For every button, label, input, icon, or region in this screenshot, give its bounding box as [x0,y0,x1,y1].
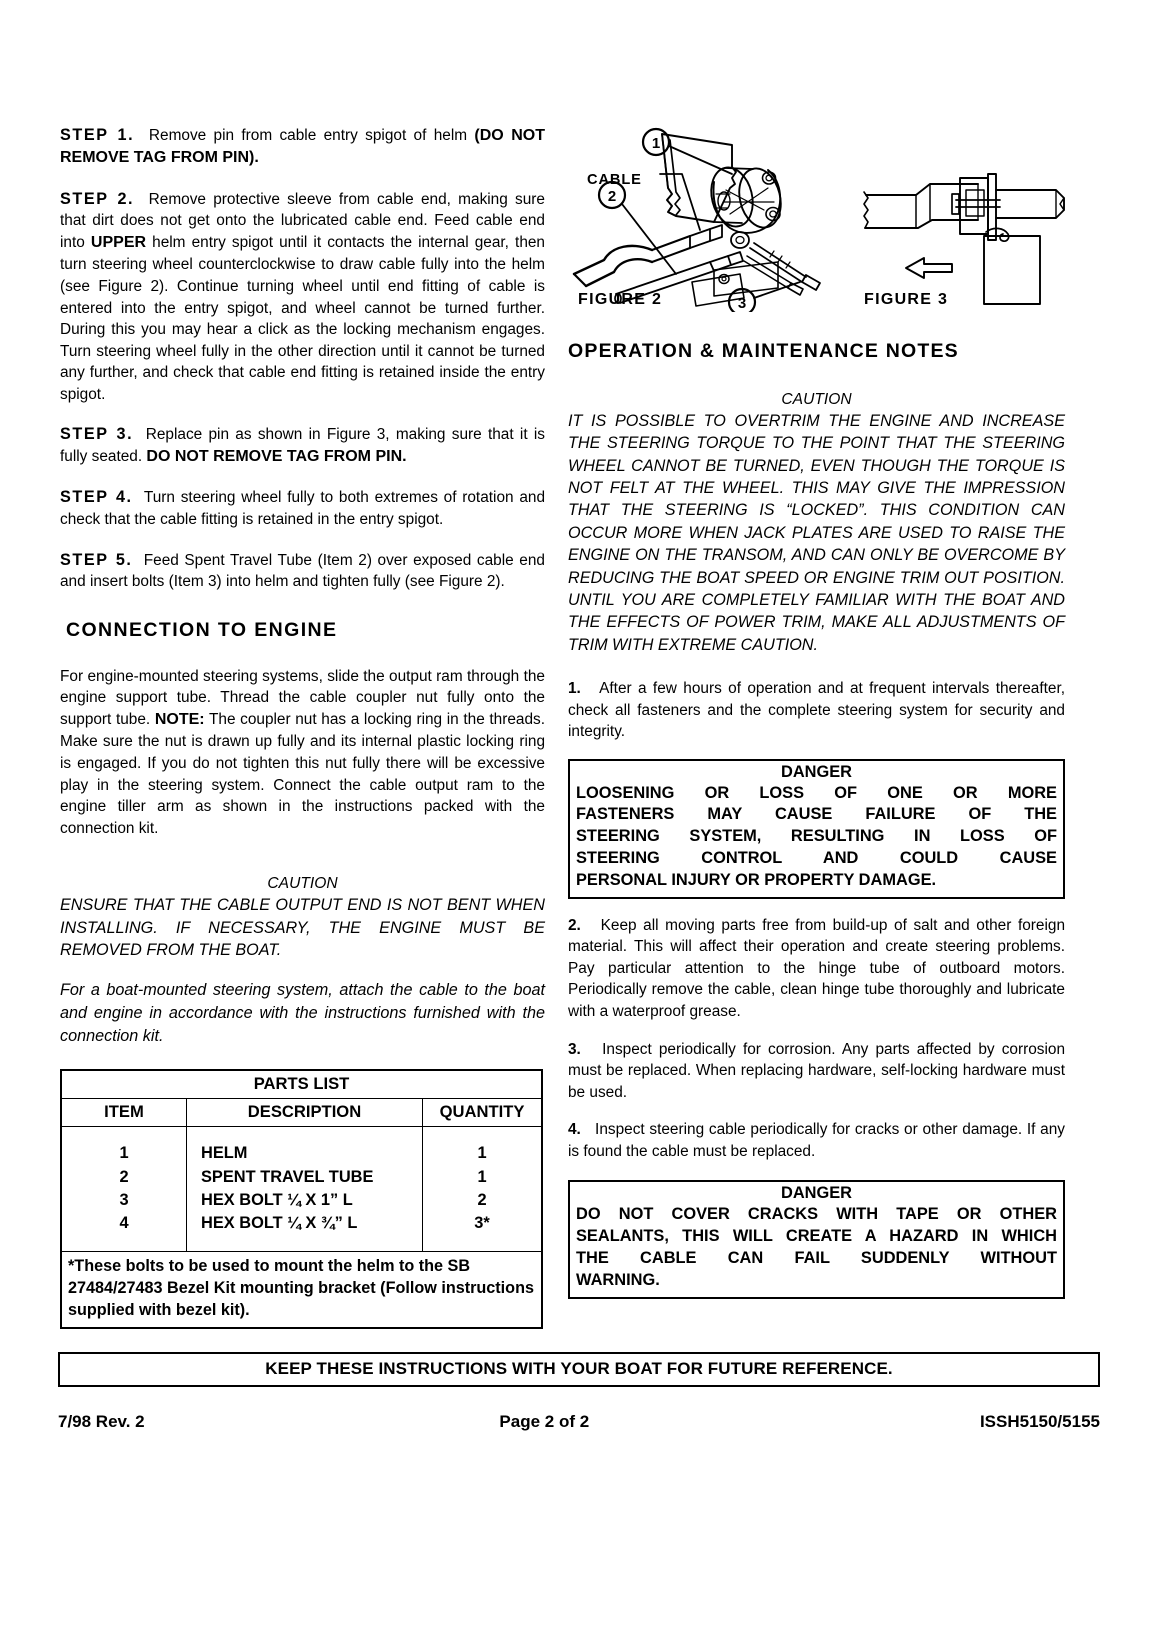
footer-page-number: Page 2 of 2 [499,1412,590,1431]
connection-to-engine-heading: CONNECTION TO ENGINE [66,618,338,641]
quantity-value: 3* [474,1214,490,1233]
step-3-paragraph [60,423,545,468]
danger-body [576,783,1057,892]
step-4-label: STEP 4. [60,488,133,507]
figure-3-drawing [860,170,1070,310]
danger-title: DANGER [780,1184,853,1203]
figure-2-drawing [564,122,864,312]
danger-title: DANGER [780,762,853,781]
description-value: HELM [201,1144,248,1163]
connection-text-part1: For engine-mounted steering systems, slide the output ram through the engine support tube. Thread the cable coupler nut fully onto the support tube. [60,667,545,728]
description-value: HEX BOLT ¼ X 1” L [201,1190,353,1209]
danger-line: LOOSENING OR LOSS OF ONE OR MORE [576,783,1057,802]
parts-list-footnote: *These bolts to be used to mount the helm to the SB 27484/27483 Bezel Kit mounting bracket (Follow instructions supplied with bezel kit). [62,1251,541,1327]
parts-list-body [62,1127,541,1252]
item-2-number: 2. [568,916,581,934]
step-2-paragraph [60,188,545,406]
step-3-label: STEP 3. [60,425,134,444]
left-caution-heading: CAUTION [267,875,338,893]
boat-mounted-paragraph: For a boat-mounted steering system, attach the cable to the boat and engine in accordance with the instructions furnished with the connection kit. [60,981,545,1045]
step-2-text-part2: helm entry spigot until it contacts the internal gear, then turn steering wheel counterclockwise to draw cable fully into the helm (see Figure 2). Continue turning wheel until end fitting of cable is entered into the entry spigot, and wheel cannot be turned further. During this you may hear a click as the locking mechanism engages. Turn steering wheel fully in the other direction until it cannot be turned any further, and check that cable end fitting is retained inside the entry spigot. [60,234,545,403]
column-header-item: ITEM [62,1099,187,1127]
figures-area [568,124,1065,320]
parts-list-title: PARTS LIST [62,1071,541,1099]
column-header-quantity: QUANTITY [423,1099,542,1127]
danger-line: PERSONAL INJURY OR PROPERTY DAMAGE. [576,870,937,889]
step-5-paragraph [60,549,545,593]
danger-line: SEALANTS, THIS WILL CREATE A HAZARD IN WHICH [576,1227,1057,1246]
figure-2-cable-label: CABLE [587,172,642,188]
step-1-paragraph [60,124,545,170]
step-3-text-part1: Replace pin as shown in Figure 3, making sure that it is fully seated. [60,426,545,466]
step-4-text: Turn steering wheel fully to both extremes of rotation and check that the cable fitting is retained in the entry spigot. [60,489,546,529]
footer-revision: 7/98 Rev. 2 [58,1412,145,1431]
quantity-value: 1 [477,1167,487,1186]
item-2-text: Keep all moving parts free from build-up of salt and other foreign material. This will affect their operation and create steering problems. Pay particular attention to the hinge tube of outboard motors. Periodically remove the cable, clean hinge tube thoroughly and lubricate with a waterproof grease. [568,916,1066,1020]
item-value: 3 [119,1190,129,1209]
step-2-text-part1: Remove protective sleeve from cable end, making sure that dirt does not get onto the lubricated cable end. Feed cable end into [60,190,545,252]
item-value: 1 [119,1144,129,1163]
parts-list-title-row [62,1071,541,1099]
figure-2-callout-3: 3 [737,295,747,312]
page-footer [58,1412,1100,1432]
item-3-number: 3. [568,1040,581,1058]
item-1-number: 1. [568,679,581,697]
right-column [568,124,1065,1315]
danger-body [576,1204,1057,1291]
danger-line: FASTENERS MAY CAUSE FAILURE OF THE [576,805,1057,824]
maintenance-item-2 [568,915,1065,1023]
step-2-label: STEP 2. [60,189,135,208]
connection-text-part2: The coupler nut has a locking ring in the threads. Make sure the nut is drawn up fully and its internal plastic locking ring is engaged. If you do not tighten this nut fully there will be excessive play in the steering system. Connect the cable output ram to the engine tiller arm as shown in the instructions packed with the connection kit. [60,711,545,837]
danger-line: STEERING CONTROL AND COULD CAUSE [576,849,1057,868]
maintenance-item-1 [568,678,1065,743]
item-value: 2 [119,1167,129,1186]
figure-2-callout-2: 2 [607,188,617,205]
danger-box-fasteners [568,759,1065,899]
cell-descriptions [187,1127,423,1252]
footer-part-number: ISSH5150/5155 [979,1412,1100,1431]
parts-list-table [62,1071,541,1251]
connection-note-emphasis: NOTE: [154,711,205,728]
quantity-value: 2 [477,1190,487,1209]
operation-maintenance-heading: OPERATION & MAINTENANCE NOTES [568,340,959,362]
step-5-label: STEP 5. [60,550,133,569]
figure-3-caption: FIGURE 3 [864,291,949,308]
item-4-text: Inspect steering cable periodically for cracks or other damage. If any is found the cable must be replaced. [568,1121,1065,1160]
danger-line: THE CABLE CAN FAIL SUDDENLY WITHOUT [576,1248,1057,1267]
item-4-number: 4. [568,1121,581,1139]
figure-2-callout-1: 1 [651,135,661,152]
step-1-label: STEP 1. [60,126,135,144]
item-1-text: After a few hours of operation and at frequent intervals thereafter, check all fasteners and the complete steering system for security and integrity. [568,679,1065,741]
parts-list-header-row [62,1099,541,1127]
parts-list-box [60,1069,543,1329]
description-value: SPENT TRAVEL TUBE [201,1167,374,1186]
quantity-value: 1 [477,1144,487,1163]
connection-paragraph [60,666,545,839]
parts-list-head [62,1071,541,1127]
step-3-emphasis: DO NOT REMOVE TAG FROM PIN. [146,448,407,466]
step-1-bold-text: (DO NOT REMOVE TAG FROM PIN). [60,127,545,167]
keep-instructions-text: KEEP THESE INSTRUCTIONS WITH YOUR BOAT FOR FUTURE REFERENCE. [265,1359,893,1378]
maintenance-item-3 [568,1039,1065,1104]
danger-line: WARNING. [576,1270,660,1289]
danger-box-cracks [568,1180,1065,1298]
cell-items [62,1127,187,1252]
figure-2-caption: FIGURE 2 [578,291,663,308]
description-value: HEX BOLT ¼ X ¾” L [201,1214,358,1233]
cell-quantities [423,1127,542,1252]
step-1-text: Remove pin from cable entry spigot of helm [148,127,475,144]
left-column [60,124,545,1329]
danger-line: DO NOT COVER CRACKS WITH TAPE OR OTHER [576,1205,1057,1224]
table-row [62,1127,541,1252]
right-caution-text: IT IS POSSIBLE TO OVERTRIM THE ENGINE AND INCREASE THE STEERING TORQUE TO THE POINT THAT THE STEERING WHEEL CANNOT BE TURNED, EVEN THOUGH THE TORQUE IS NOT FELT AT THE WHEEL. THIS MAY GIVE THE IMPRESSION THAT THE STEERING IS “LOCKED”. THIS CONDITION CAN OCCUR MORE WHEN JACK PLATES ARE USED TO RAISE THE ENGINE ON THE TRANSOM, AND CAN ONLY BE OVERCOME BY REDUCING THE BOAT SPEED OR ENGINE TRIM OUT POSITION. UNTIL YOU ARE COMPLETELY FAMILIAR WITH THE BOAT AND THE EFFECTS OF POWER TRIM, MAKE ALL ADJUSTMENTS OF TRIM WITH EXTREME CAUTION. [568,412,1065,654]
maintenance-item-4 [568,1119,1065,1162]
item-value: 4 [119,1214,129,1233]
keep-instructions-box [58,1352,1100,1387]
danger-line: STEERING SYSTEM, RESULTING IN LOSS OF [576,827,1057,846]
item-3-text: Inspect periodically for corrosion. Any parts affected by corrosion must be replaced. When replacing hardware, self-locking hardware must be used. [568,1040,1065,1101]
column-header-description: DESCRIPTION [187,1099,423,1127]
step-4-paragraph [60,486,545,530]
left-caution-text: ENSURE THAT THE CABLE OUTPUT END IS NOT BENT WHEN INSTALLING. IF NECESSARY, THE ENGINE MUST BE REMOVED FROM THE BOAT. [60,896,545,959]
step-2-emphasis: UPPER [90,234,147,252]
right-caution-heading: CAUTION [781,391,852,408]
step-5-text: Feed Spent Travel Tube (Item 2) over exposed cable end and insert bolts (Item 3) into helm and tighten fully (see Figure 2). [60,551,545,591]
